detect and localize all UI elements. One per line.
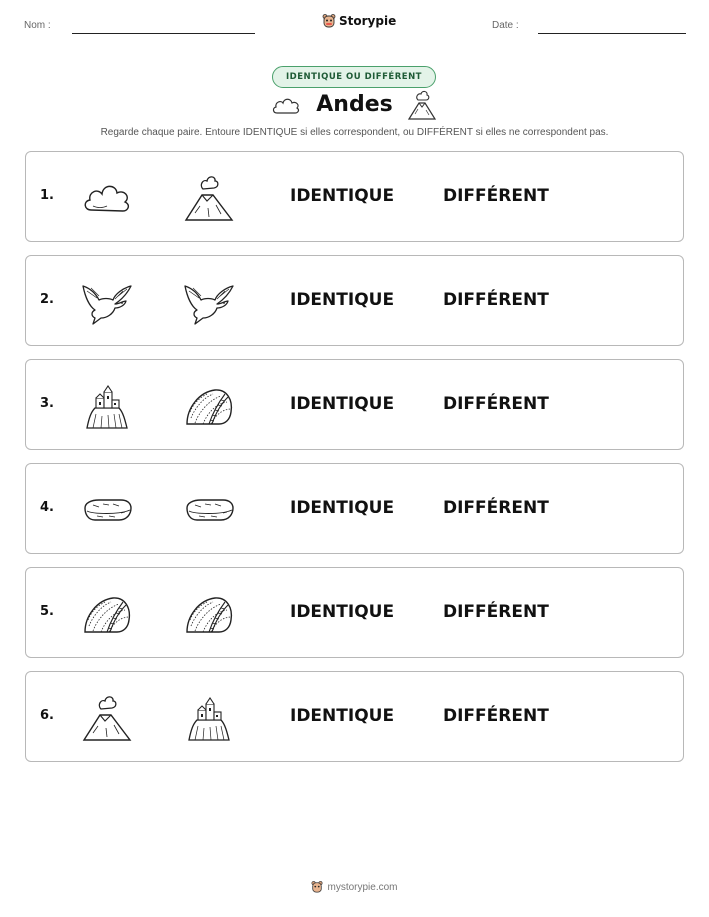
answer-different-option[interactable]: DIFFÉRENT — [443, 706, 549, 726]
answer-different-option[interactable]: DIFFÉRENT — [443, 186, 549, 206]
storypie-mascot-icon — [322, 13, 336, 29]
answer-different-option[interactable]: DIFFÉRENT — [443, 602, 549, 622]
answer-same-option[interactable]: IDENTIQUE — [290, 186, 395, 206]
question-row — [25, 151, 684, 242]
volcano-icon — [79, 690, 135, 746]
name-line[interactable] — [72, 33, 255, 34]
footer-url: mystorypie.com — [327, 881, 398, 893]
terraced-hill-icon — [181, 378, 237, 434]
volcano-icon — [406, 88, 438, 122]
condor-icon — [181, 274, 237, 330]
condor-icon — [79, 274, 135, 330]
answer-same-option[interactable]: IDENTIQUE — [290, 602, 395, 622]
cloud-icon — [79, 170, 135, 226]
cliff-village-icon — [181, 690, 237, 746]
question-number: 2. — [40, 292, 54, 307]
name-label: Nom : — [24, 20, 51, 31]
brand-name: Storypie — [339, 14, 397, 28]
instructions: Regarde chaque paire. Entoure IDENTIQUE si elles correspondent, ou DIFFÉRENT si elles ne correspondent pas. — [100, 127, 609, 138]
worksheet-type-badge: IDENTIQUE OU DIFFÉRENT — [272, 66, 436, 88]
question-row — [25, 255, 684, 346]
terraced-hill-icon — [181, 586, 237, 642]
answer-same-option[interactable]: IDENTIQUE — [290, 706, 395, 726]
date-line[interactable] — [538, 33, 686, 34]
question-number: 4. — [40, 500, 54, 515]
question-row — [25, 359, 684, 450]
terraced-hill-icon — [79, 586, 135, 642]
question-row — [25, 567, 684, 658]
footer — [0, 880, 709, 894]
page-title: Andes — [316, 92, 393, 117]
answer-different-option[interactable]: DIFFÉRENT — [443, 394, 549, 414]
date-label: Date : — [492, 20, 519, 31]
answer-same-option[interactable]: IDENTIQUE — [290, 498, 395, 518]
answer-different-option[interactable]: DIFFÉRENT — [443, 290, 549, 310]
question-row — [25, 463, 684, 554]
question-number: 5. — [40, 604, 54, 619]
question-row — [25, 671, 684, 762]
flat-rock-icon — [79, 482, 135, 538]
volcano-icon — [181, 170, 237, 226]
question-number: 1. — [40, 188, 54, 203]
cliff-village-icon — [79, 378, 135, 434]
storypie-mascot-icon — [311, 880, 323, 894]
question-number: 6. — [40, 708, 54, 723]
flat-rock-icon — [181, 482, 237, 538]
answer-same-option[interactable]: IDENTIQUE — [290, 290, 395, 310]
question-number: 3. — [40, 396, 54, 411]
answer-different-option[interactable]: DIFFÉRENT — [443, 498, 549, 518]
brand-logo — [322, 13, 396, 29]
answer-same-option[interactable]: IDENTIQUE — [290, 394, 395, 414]
